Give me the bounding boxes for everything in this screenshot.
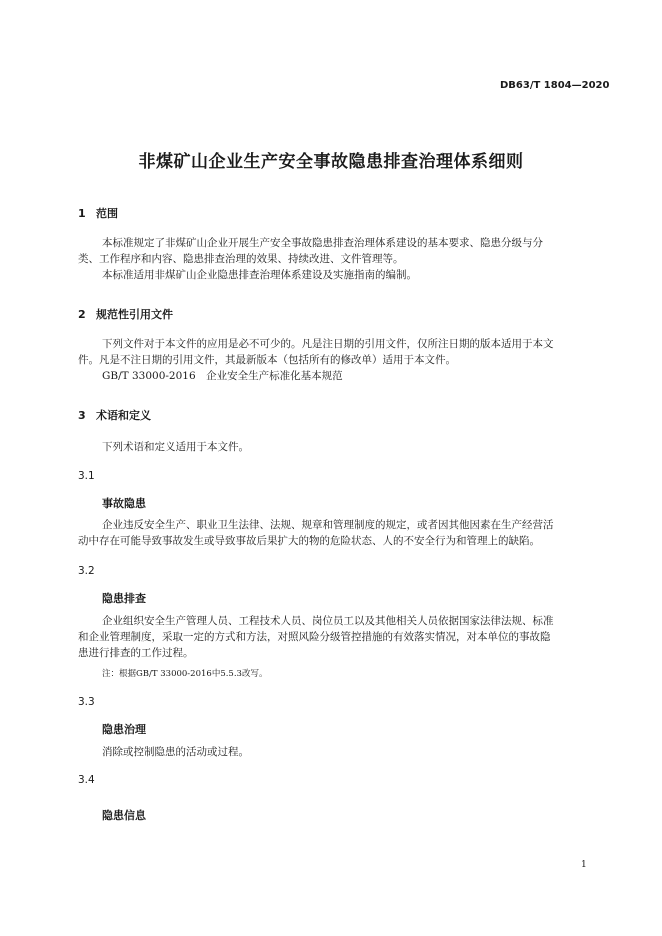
page-title: 非煤矿山企业生产安全事故隐患排查治理体系细则	[138, 152, 524, 172]
term-definition-3-2-line-2: 和企业管理制度，采取一定的方式和方法，对照风险分级管控措施的有效落实情况，对本单位的事故隐	[78, 631, 551, 643]
normative-paragraph-line-2: 件。凡是不注日期的引用文件，其最新版本（包括所有的修改单）适用于本文件。	[78, 354, 456, 366]
scope-paragraph-line-1: 本标准规定了非煤矿山企业开展生产安全事故隐患排查治理体系建设的基本要求、隐患分级与分	[102, 237, 543, 249]
normative-reference: GB/T 33000-2016 企业安全生产标准化基本规范	[102, 370, 343, 382]
term-title-3-2: 隐患排查	[102, 592, 146, 605]
document-number: DB63/T 1804—2020	[500, 80, 610, 91]
normative-paragraph-line-1: 下列文件对于本文件的应用是必不可少的。凡是注日期的引用文件，仅所注日期的版本适用于本文	[102, 338, 554, 350]
terms-intro: 下列术语和定义适用于本文件。	[102, 441, 249, 453]
section-2-heading	[78, 306, 173, 322]
section-title: 规范性引用文件	[96, 308, 173, 321]
section-number: 1	[78, 207, 86, 220]
scope-paragraph-line-2: 类、工作程序和内容、隐患排查治理的效果、持续改进、文件管理等。	[78, 253, 404, 265]
page-number: 1	[581, 860, 587, 870]
section-title: 术语和定义	[96, 409, 151, 422]
section-title: 范围	[96, 207, 118, 220]
term-title-3-3: 隐患治理	[102, 723, 146, 736]
term-number-3-3: 3.3	[78, 696, 95, 708]
section-1-heading	[78, 205, 118, 221]
term-definition-3-2-line-3: 患进行排查的工作过程。	[78, 647, 194, 659]
section-number: 3	[78, 409, 86, 422]
term-number-3-4: 3.4	[78, 774, 95, 786]
term-definition-3-2-line-1: 企业组织安全生产管理人员、工程技术人员、岗位员工以及其他相关人员依据国家法律法规、标准	[102, 615, 554, 627]
term-number-3-1: 3.1	[78, 470, 95, 482]
section-3-heading	[78, 407, 151, 423]
term-title-3-1: 事故隐患	[102, 497, 146, 510]
term-definition-3-1-line-1: 企业违反安全生产、职业卫生法律、法规、规章和管理制度的规定，或者因其他因素在生产经营活	[102, 519, 554, 531]
term-definition-3-3: 消除或控制隐患的活动或过程。	[102, 746, 249, 758]
term-title-3-4: 隐患信息	[102, 809, 146, 822]
scope-paragraph-2: 本标准适用非煤矿山企业隐患排查治理体系建设及实施指南的编制。	[102, 269, 417, 281]
term-note-3-2: 注：根据GB/T 33000-2016中5.5.3改写。	[102, 669, 268, 679]
term-definition-3-1-line-2: 动中存在可能导致事故发生或导致事故后果扩大的物的危险状态、人的不安全行为和管理上的缺陷。	[78, 535, 540, 547]
term-number-3-2: 3.2	[78, 565, 95, 577]
section-number: 2	[78, 308, 86, 321]
